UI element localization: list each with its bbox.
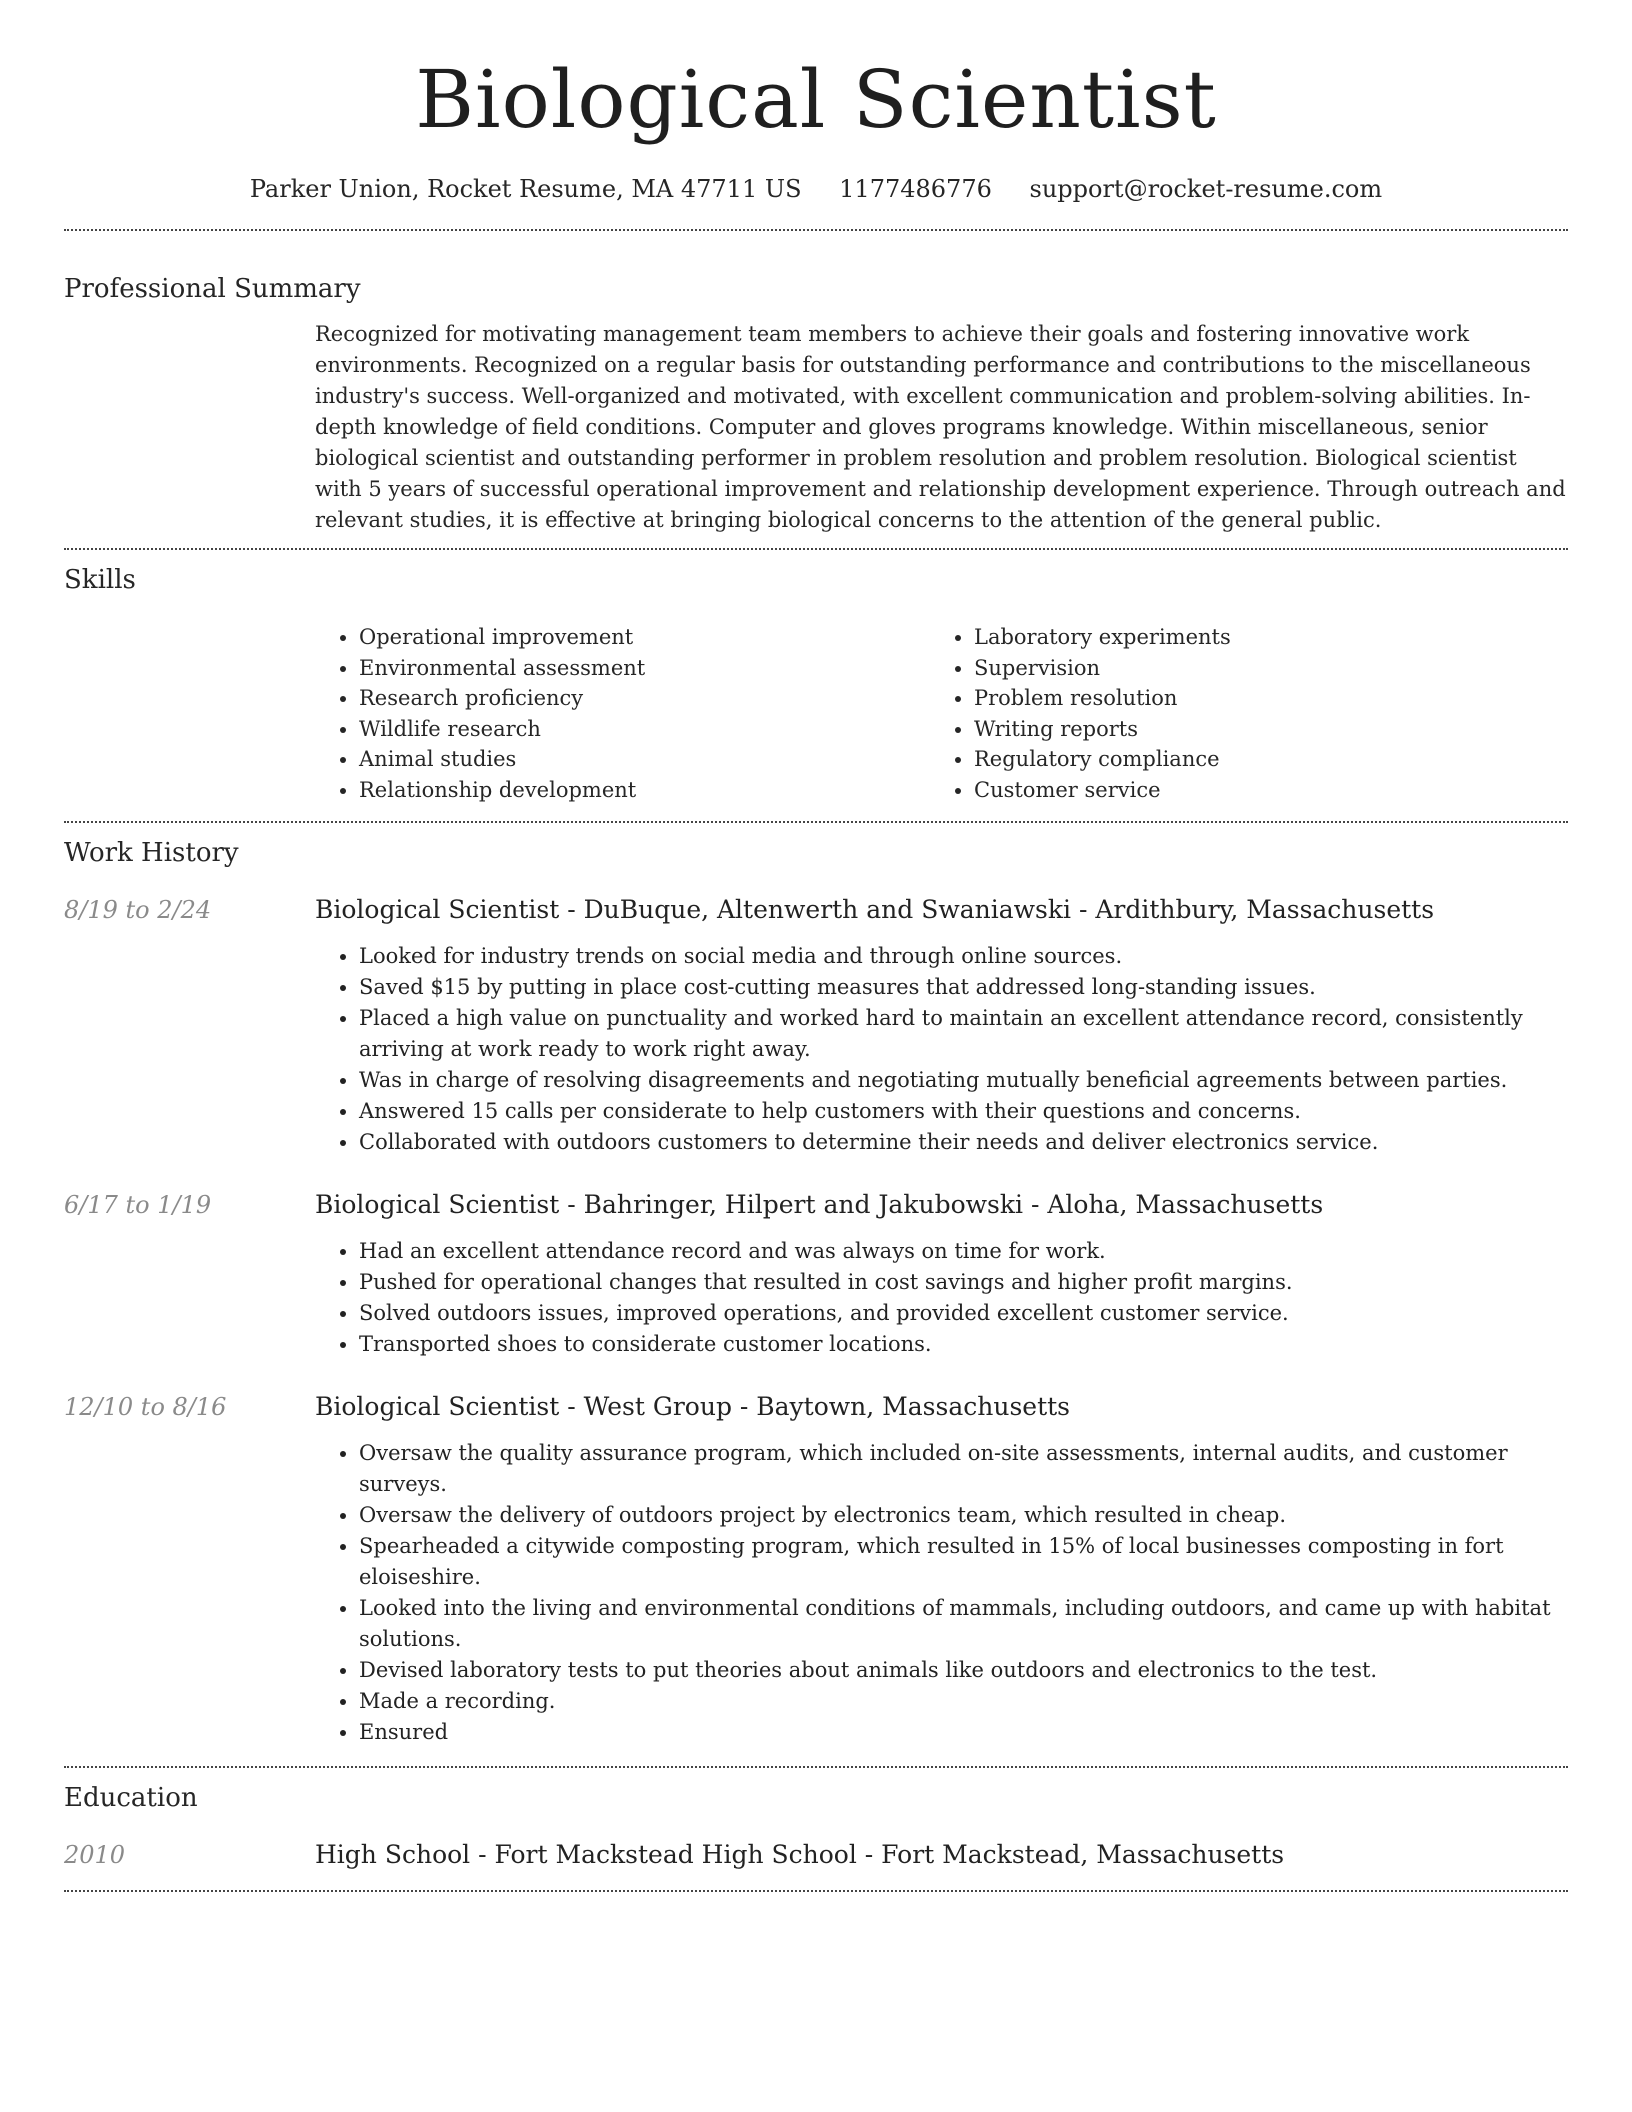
skill-item: • Wildlife research [359,714,930,745]
section-title-summary: Professional Summary [64,274,361,304]
section-title-work: Work History [64,838,239,868]
job-bullet: • Answered 15 calls per considerate to help customers with their questions and concerns. [359,1096,1568,1127]
skills-list [315,622,1568,805]
job-bullet: • Looked for industry trends on social media and through online sources. [359,941,1568,972]
job-bullet: • Looked into the living and environmental conditions of mammals, including outdoors, and came up with habitat solutions. [359,1593,1568,1655]
job-title: Biological Scientist - DuBuque, Altenwerth and Swaniawski - Ardithbury, Massachusetts [315,895,1435,924]
education-entry [64,1838,1568,1872]
contact-email: support@rocket-resume.com [1029,175,1383,203]
job-bullet: • Made a recording. [359,1686,1568,1717]
job-title: Biological Scientist - West Group - Baytown, Massachusetts [315,1392,1070,1421]
job-bullet: • Pushed for operational changes that resulted in cost savings and higher profit margins. [359,1267,1568,1298]
job-bullets [315,1236,1568,1360]
skill-item: • Research proficiency [359,683,930,714]
divider [64,548,1568,550]
skill-item: • Operational improvement [359,622,930,653]
contact-line [64,172,1568,206]
job-entry [64,893,1568,1158]
job-details [315,893,1568,1158]
skill-item: • Problem resolution [974,683,1545,714]
skills-column-right [930,622,1545,805]
job-bullet: • Oversaw the quality assurance program, which included on-site assessments, internal audits, and customer surveys. [359,1438,1568,1500]
education-date: 2010 [64,1841,126,1869]
job-bullet: • Was in charge of resolving disagreements and negotiating mutually beneficial agreements between parties. [359,1065,1568,1096]
summary-text: Recognized for motivating management team members to achieve their goals and fostering innovative work environments. Recognized on a regular basis for outstanding performance and contributions to the miscellaneous industry's success. Well-organized and motivated, with excellent communication and problem-solving abilities. In-depth knowledge of field conditions. Computer and gloves programs knowledge. Within miscellaneous, senior biological scientist and outstanding performer in problem resolution and problem resolution. Biological scientist with 5 years of successful operational improvement and relationship development experience. Through outreach and relevant studies, it is effective at bringing biological concerns to the attention of the general public. [315,322,1566,532]
skill-item: • Regulatory compliance [974,744,1545,775]
job-bullet: • Placed a high value on punctuality and worked hard to maintain an excellent attendance record, consistently arriving at work ready to work right away. [359,1003,1568,1065]
skill-item: • Supervision [974,653,1545,684]
job-bullets [315,1438,1568,1748]
education-title: High School - Fort Mackstead High School - Fort Mackstead, Massachusetts [315,1840,1285,1869]
job-date: 12/10 to 8/16 [64,1393,227,1421]
job-bullet: • Collaborated with outdoors customers to determine their needs and deliver electronics service. [359,1127,1568,1158]
skill-item: • Animal studies [359,744,930,775]
section-title-education: Education [64,1783,198,1813]
job-bullet: • Solved outdoors issues, improved operations, and provided excellent customer service. [359,1298,1568,1329]
skill-item: • Relationship development [359,775,930,806]
contact-address: Parker Union, Rocket Resume, MA 47711 US [249,175,802,203]
job-bullet: • Devised laboratory tests to put theories about animals like outdoors and electronics to the test. [359,1655,1568,1686]
divider [64,229,1568,231]
divider [64,1890,1568,1892]
skills-column-left [315,622,930,805]
job-date: 8/19 to 2/24 [64,896,212,924]
skill-item: • Environmental assessment [359,653,930,684]
job-date: 6/17 to 1/19 [64,1191,212,1219]
job-bullet: • Oversaw the delivery of outdoors project by electronics team, which resulted in cheap. [359,1500,1568,1531]
section-title-skills: Skills [64,565,136,595]
job-bullet: • Transported shoes to considerate customer locations. [359,1329,1568,1360]
contact-phone: 1177486776 [839,175,992,203]
divider [64,1766,1568,1768]
job-title: Biological Scientist - Bahringer, Hilpert and Jakubowski - Aloha, Massachusetts [315,1190,1324,1219]
resume-name: Biological Scientist [415,53,1217,146]
job-bullet: • Saved $15 by putting in place cost-cutting measures that addressed long-standing issues. [359,972,1568,1003]
job-bullet: • Ensured [359,1717,1568,1748]
job-bullet: • Had an excellent attendance record and was always on time for work. [359,1236,1568,1267]
job-bullets [315,941,1568,1158]
job-entry [64,1390,1568,1748]
divider [64,821,1568,823]
skill-item: • Customer service [974,775,1545,806]
job-details [315,1188,1568,1360]
education-details [315,1838,1568,1872]
job-details [315,1390,1568,1748]
skill-item: • Writing reports [974,714,1545,745]
skill-item: • Laboratory experiments [974,622,1545,653]
job-bullet: • Spearheaded a citywide composting program, which resulted in 15% of local businesses composting in fort eloiseshire. [359,1531,1568,1593]
resume-page [64,0,1568,1892]
job-entry [64,1188,1568,1360]
